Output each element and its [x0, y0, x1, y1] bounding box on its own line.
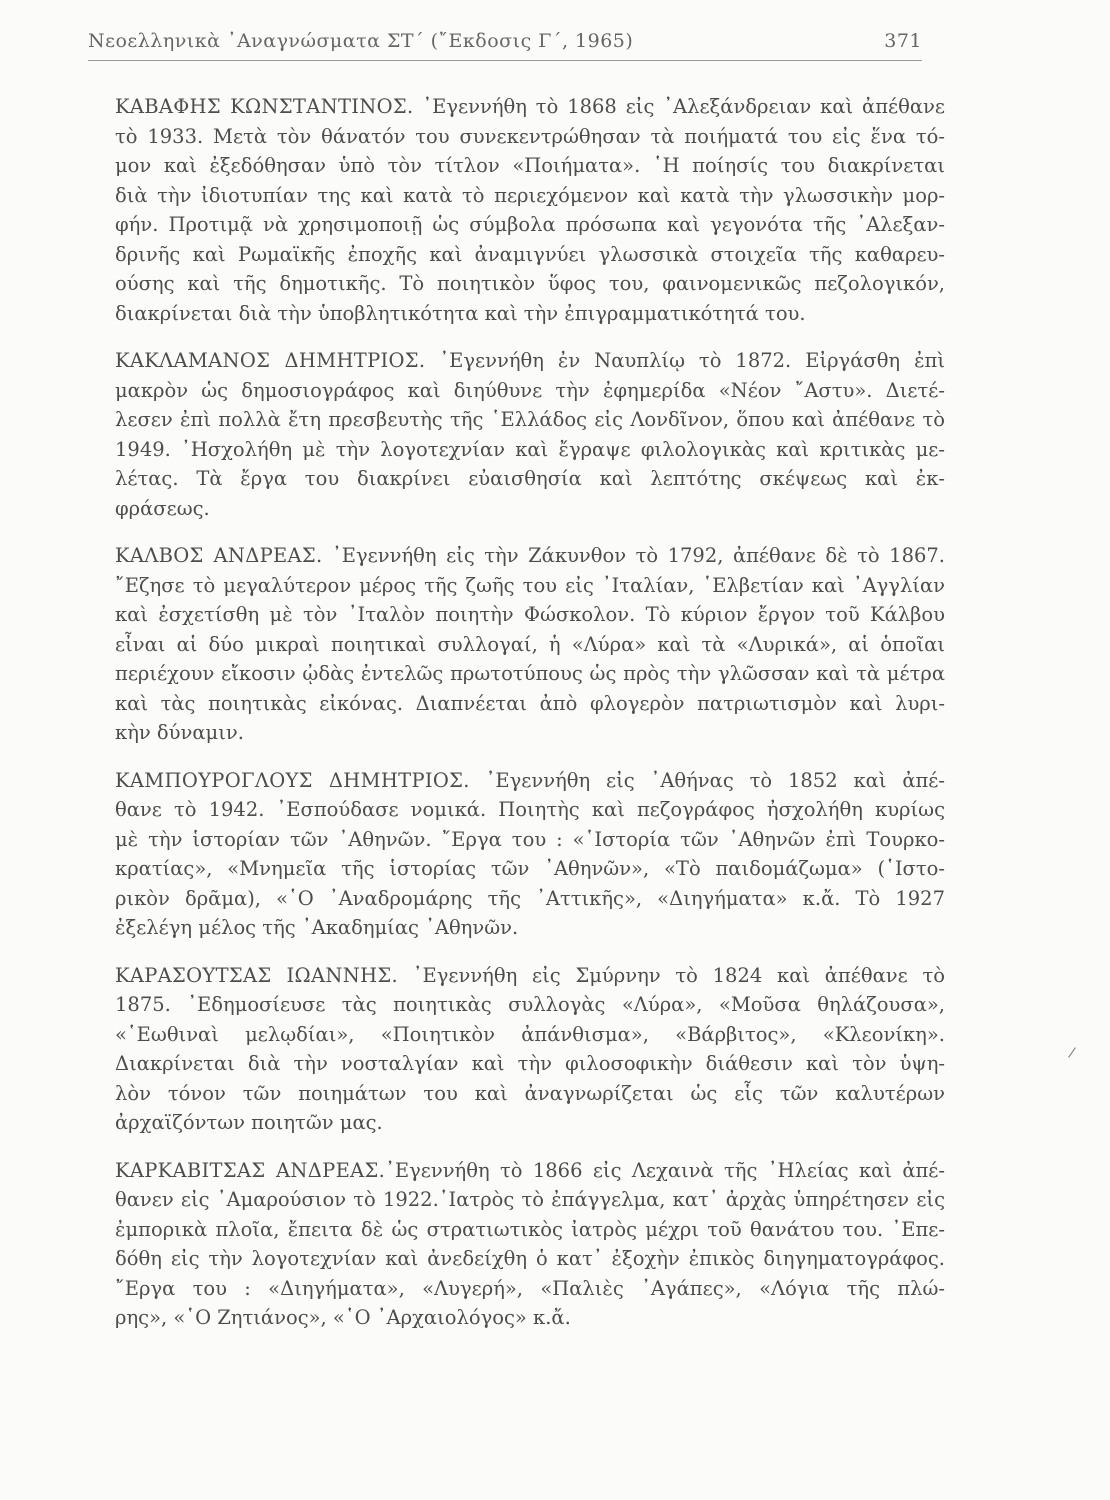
- running-head: [88, 30, 922, 61]
- entry-line: ἐμπορικὰ πλοῖα, ἔπειτα δὲ ὡς στρατιωτικὸς ἰατρὸς μέχρι τοῦ θανάτου του. ᾿Επε-: [115, 1217, 945, 1241]
- entry-name: ΚΑΒΑΦΗΣ ΚΩΝΣΤΑΝΤΙΝΟΣ.: [115, 95, 414, 118]
- entry-line: ῎Εργα του : «Διηγήματα», «Λυγερή», «Παλιὲς ᾿Αγάπες», «Λόγια τῆς πλώ-: [115, 1276, 945, 1300]
- entry-first-line: [115, 92, 945, 122]
- entry-first-line: [115, 541, 945, 571]
- entry-text: ᾿Εγεννήθη τὸ 1868 εἰς ᾿Αλεξάνδρειαν καὶ ἀπέθανε: [413, 95, 945, 118]
- entry-first-line: [115, 346, 945, 376]
- entry-line: τὸ 1933. Μετὰ τὸν θάνατόν του συνεκεντρώθησαν τὰ ποιήματά του εἰς ἕνα τό-: [115, 124, 945, 148]
- entry-line: ῎Εζησε τὸ μεγαλύτερον μέρος τῆς ζωῆς του εἰς ᾿Ιταλίαν, ῾Ελβετίαν καὶ ᾿Αγγλίαν: [115, 573, 945, 597]
- entry-line: καὶ τὰς ποιητικὰς εἰκόνας. Διαπνέεται ἀπὸ φλογερὸν πατριωτισμὸν καὶ λυρι-: [115, 691, 945, 715]
- entry-text: ᾿Εγεννήθη εἰς τὴν Ζάκυνθον τὸ 1792, ἀπέθανε δὲ τὸ 1867.: [322, 544, 945, 567]
- entry-line: θανε τὸ 1942. ᾿Εσπούδασε νομικά. Ποιητὴς καὶ πεζογράφος ἠσχολήθη κυρίως: [115, 798, 945, 821]
- page-number: 371: [884, 30, 922, 52]
- entry-first-line: [115, 1156, 945, 1186]
- entry-text: ᾿Εγεννήθη εἰς ᾿Αθήνας τὸ 1852 καὶ ἀπέ-: [469, 768, 945, 792]
- entry-line: κρατίας», «Μνημεῖα τῆς ἱστορίας τῶν ᾿Αθηνῶν», «Τὸ παιδομάζωμα» (῾Ιστο-: [115, 857, 945, 880]
- entry-line: ἐξελέγη μέλος τῆς ᾿Ακαδημίας ᾿Αθηνῶν.: [115, 916, 519, 939]
- entry-line: διακρίνεται διὰ τὴν ὑποβλητικότητα καὶ τὴν ἐπιγραμματικότητά του.: [115, 301, 806, 325]
- entry-line: διὰ τὴν ἰδιοτυπίαν της καὶ κατὰ τὸ περιεχόμενον καὶ κατὰ τὴν γλωσσικὴν μορ-: [115, 183, 945, 207]
- entry-line: Διακρίνεται διὰ τὴν νοσταλγίαν καὶ τὴν φιλοσοφικὴν διάθεσιν καὶ τὸν ὑψη-: [115, 1052, 945, 1075]
- entry-kalvos: [115, 541, 945, 748]
- entry-kaklamanos: [115, 346, 945, 523]
- entry-line: λέτας. Τὰ ἔργα του διακρίνει εὐαισθησία καὶ λεπτότης σκέψεως καὶ ἐκ-: [115, 467, 945, 490]
- entry-line: ρης», «῾Ο Ζητιάνος», «῾Ο ᾿Αρχαιολόγος» κ.ἄ.: [115, 1306, 571, 1329]
- entry-text: ᾿Εγεννήθη ἐν Ναυπλίῳ τὸ 1872. Εἰργάσθη ἐπὶ: [425, 349, 946, 372]
- entry-line: κὴν δύναμιν.: [115, 721, 244, 744]
- entry-line: μον καὶ ἐξεδόθησαν ὑπὸ τὸν τίτλον «Ποιήματα». ῾Η ποίησίς του διακρίνεται: [115, 154, 945, 177]
- entry-text: ᾿Εγεννήθη εἰς Σμύρνην τὸ 1824 καὶ ἀπέθανε τὸ: [397, 963, 945, 987]
- entry-line: λεσεν ἐπὶ πολλὰ ἔτη πρεσβευτὴς τῆς ῾Ελλάδος εἰς Λονδῖνον, ὅπου καὶ ἀπέθανε τὸ: [115, 408, 945, 431]
- entry-line: δρινῆς καὶ Ρωμαϊκῆς ἐποχῆς καὶ ἀναμιγνύει γλωσσικὰ στοιχεῖα τῆς καθαρευ-: [115, 242, 945, 266]
- entry-line: φήν. Προτιμᾷ νὰ χρησιμοποιῇ ὡς σύμβολα πρόσωπα καὶ γεγονότα τῆς ᾿Αλεξαν-: [115, 213, 945, 236]
- entry-line: λὸν τόνον τῶν ποιημάτων του καὶ ἀναγνωρίζεται ὡς εἷς τῶν καλυτέρων: [115, 1081, 945, 1105]
- entry-line: εἶναι αἱ δύο μικραὶ ποιητικαὶ συλλογαί, ἡ «Λύρα» καὶ τὰ «Λυρικά», αἱ ὁποῖαι: [115, 632, 945, 656]
- entry-line: ρικὸν δρᾶμα), «῾Ο ᾿Αναδρομάρης τῆς ᾿Αττικῆς», «Διηγήματα» κ.ἄ. Τὸ 1927: [115, 886, 945, 910]
- entry-name: ΚΑΜΠΟΥΡΟΓΛΟΥΣ ΔΗΜΗΤΡΙΟΣ.: [115, 768, 470, 792]
- pencil-mark: [1068, 1047, 1076, 1057]
- entry-line: καὶ ἐσχετίσθη μὲ τὸν ᾿Ιταλὸν ποιητὴν Φώσκολον. Τὸ κύριον ἔργον τοῦ Κάλβου: [115, 603, 945, 626]
- entry-line: μακρὸν ὡς δημοσιογράφος καὶ διηύθυνε τὴν ἐφημερίδα «Νέον ῎Αστυ». Διετέ-: [115, 378, 945, 402]
- entry-kavafis: [115, 92, 945, 328]
- entry-line: 1949. ᾿Ησχολήθη μὲ τὴν λογοτεχνίαν καὶ ἔγραψε φιλολογικὰς καὶ κριτικὰς με-: [115, 437, 945, 461]
- entry-name: ΚΑΚΛΑΜΑΝΟΣ ΔΗΜΗΤΡΙΟΣ.: [115, 349, 426, 372]
- entry-karasoutsas: [115, 961, 945, 1138]
- entry-first-line: [115, 766, 945, 796]
- running-head-title: Νεοελληνικὰ ᾿Αναγνώσματα ΣΤ΄ (῎Εκδοσις Γ΄, 1965): [88, 30, 634, 52]
- entry-text: ᾿Εγεννήθη τὸ 1866 εἰς Λεχαινὰ τῆς ᾿Ηλείας καὶ ἀπέ-: [385, 1158, 946, 1182]
- entry-line: δόθη εἰς τὴν λογοτεχνίαν καὶ ἀνεδείχθη ὁ κατ᾿ ἐξοχὴν ἐπικὸς διηγηματογράφος.: [115, 1247, 945, 1270]
- entry-karkavitsas: [115, 1156, 945, 1333]
- entry-line: ούσης καὶ τῆς δημοτικῆς. Τὸ ποιητικὸν ὕφος του, φαινομενικῶς πεζολογικόν,: [115, 272, 945, 295]
- entry-kampouroglous: [115, 766, 945, 943]
- entry-line: περιέχουν εἴκοσιν ᾠδὰς ἐντελῶς πρωτοτύπους ὡς πρὸς τὴν γλῶσσαν καὶ τὰ μέτρα: [115, 662, 945, 685]
- entry-line: φράσεως.: [115, 496, 210, 520]
- entry-line: 1875. ᾿Εδημοσίευσε τὰς ποιητικὰς συλλογὰς «Λύρα», «Μοῦσα θηλάζουσα»,: [115, 993, 945, 1016]
- entry-line: ἀρχαϊζόντων ποιητῶν μας.: [115, 1111, 383, 1134]
- entry-line: μὲ τὴν ἱστορίαν τῶν ᾿Αθηνῶν. ῎Εργα του : «῾Ιστορία τῶν ᾿Αθηνῶν ἐπὶ Τουρκο-: [115, 827, 945, 851]
- biography-entries: [115, 92, 945, 1351]
- entry-name: ΚΑΡΚΑΒΙΤΣΑΣ ΑΝΔΡΕΑΣ.: [115, 1158, 386, 1182]
- entry-name: ΚΑΡΑΣΟΥΤΣΑΣ ΙΩΑΝΝΗΣ.: [115, 963, 398, 987]
- entry-line: «῾Εωθιναὶ μελῳδίαι», «Ποιητικὸν ἀπάνθισμα», «Βάρβιτος», «Κλεονίκη».: [115, 1022, 945, 1046]
- entry-line: θανεν εἰς ᾿Αμαρούσιον τὸ 1922.᾿Ιατρὸς τὸ ἐπάγγελμα, κατ᾿ ἀρχὰς ὑπηρέτησεν εἰς: [115, 1188, 945, 1211]
- entry-first-line: [115, 961, 945, 991]
- entry-name: ΚΑΛΒΟΣ ΑΝΔΡΕΑΣ.: [115, 544, 323, 567]
